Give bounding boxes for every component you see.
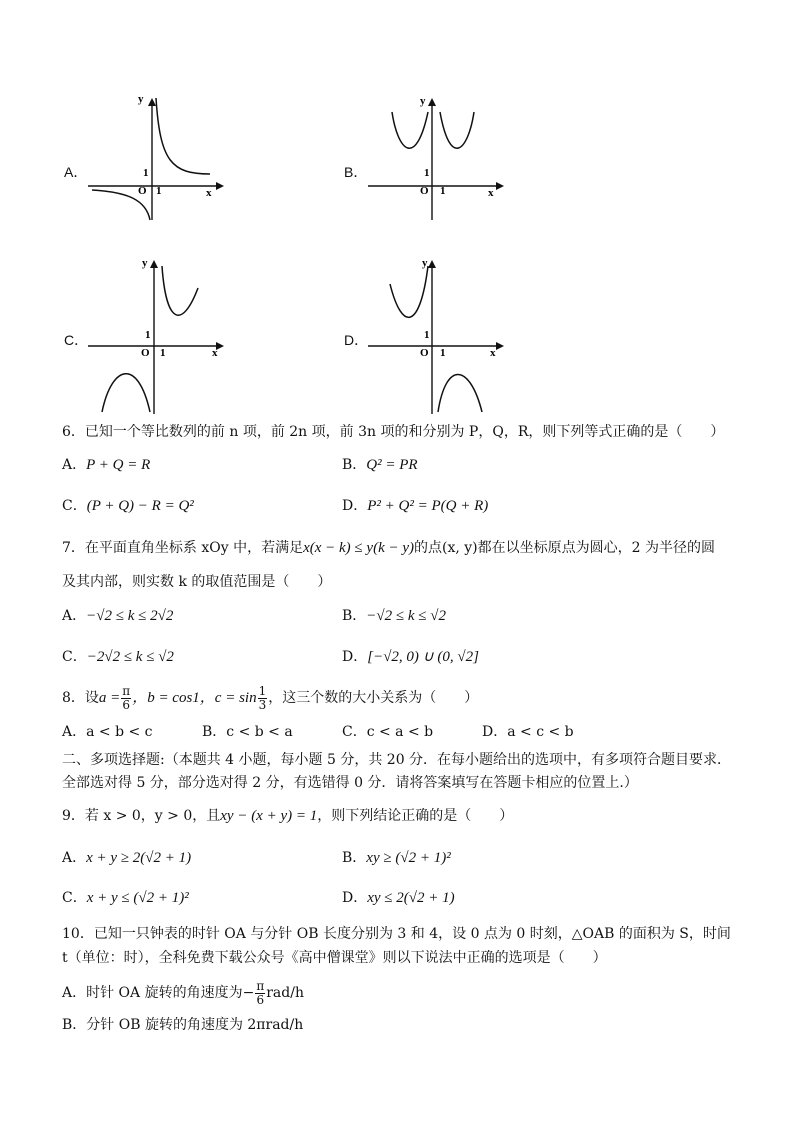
q9-option-b bbox=[342, 848, 451, 868]
q10-option-a-unit: rad/h bbox=[266, 985, 304, 1001]
q8-a-den: 6 bbox=[122, 697, 131, 712]
graph-d-one-x: 1 bbox=[440, 347, 446, 359]
q9-option-b-label: B． bbox=[342, 850, 367, 866]
q9-option-c-expr: x + y ≤ (√2 + 1)² bbox=[86, 890, 189, 906]
q10-option-a-text: A．时针 OA 旋转的角速度为 bbox=[62, 985, 243, 1001]
q8-option-a: A．a < b < c bbox=[62, 724, 153, 740]
q7-option-d-label: D． bbox=[342, 649, 368, 665]
graph-b bbox=[368, 92, 508, 222]
q7-option-b-expr: −√2 ≤ k ≤ √2 bbox=[366, 608, 447, 624]
q9-option-b-expr: xy ≥ (√2 + 1)² bbox=[366, 850, 451, 866]
graph-b-y-label: y bbox=[420, 95, 426, 107]
q6-option-b-label: B． bbox=[342, 457, 367, 473]
q7-condition: x(x − k) ≤ y(k − y) bbox=[303, 540, 414, 556]
q7-option-c bbox=[62, 647, 174, 667]
q8-a-fraction bbox=[121, 685, 131, 712]
q6-option-c-label: C． bbox=[62, 498, 87, 514]
q7-option-b bbox=[342, 606, 446, 626]
q9-option-c bbox=[62, 888, 189, 908]
graph-b-x-label: x bbox=[488, 187, 494, 199]
q7-option-a-label: A． bbox=[62, 608, 87, 624]
q8-a-num: π bbox=[122, 683, 131, 698]
q9-stem bbox=[62, 806, 513, 826]
section2-instructions: 二、多项选择题:（本题共 4 小题，每小题 5 分，共 20 分．在每小题给出的选项中，有多项符合题目要求．全部选对得 5 分，部分选对得 2 分，有选错得 0 分．请将答案填写在答题卡相应的位置上.） bbox=[62, 752, 732, 791]
q7-option-d bbox=[342, 647, 479, 667]
graph-a-origin: O bbox=[138, 185, 147, 197]
graph-c-origin: O bbox=[141, 347, 150, 359]
graph-d-one-y: 1 bbox=[424, 329, 430, 341]
graph-c-x-label: x bbox=[212, 347, 218, 359]
q8-c-fraction bbox=[258, 685, 268, 712]
q6-option-a-label: A． bbox=[62, 457, 87, 473]
q10-stem: 10．已知一只钟表的时针 OA 与分针 OB 长度分别为 3 和 4，设 0 点为 0 时刻，△OAB 的面积为 S，时间 t（单位：时），全科免费下载公众号《高中僧课堂》则以下说法中正确的选项是（ ） bbox=[62, 926, 731, 966]
q9-stem-a: 9．若 x > 0，y > 0，且 bbox=[62, 808, 221, 824]
q8-option-b: B．c < b < a bbox=[202, 724, 293, 740]
q9-option-d-expr: xy ≤ 2(√2 + 1) bbox=[367, 890, 455, 906]
q6-option-c bbox=[62, 496, 194, 516]
q8-option-c: C．c < a < b bbox=[342, 724, 434, 740]
q10-option-a-sign: − bbox=[242, 985, 255, 1001]
q8-stem-b: ，这三个数的大小关系为（ ） bbox=[268, 690, 479, 706]
graph-b-origin: O bbox=[420, 185, 429, 197]
graph-a bbox=[88, 92, 228, 222]
q7-option-a bbox=[62, 606, 173, 626]
q6-option-c-expr: (P + Q) − R = Q² bbox=[86, 498, 194, 514]
q7-option-b-label: B． bbox=[342, 608, 367, 624]
graph-d-y-label: y bbox=[422, 257, 428, 269]
q6-option-d bbox=[342, 496, 488, 516]
q6-option-d-label: D． bbox=[342, 498, 368, 514]
q9-condition: xy − (x + y) = 1 bbox=[220, 808, 318, 824]
q8-c-den: 3 bbox=[258, 697, 267, 712]
graph-c-one-y: 1 bbox=[145, 329, 151, 341]
q10-option-a bbox=[62, 978, 304, 1008]
q9-option-a bbox=[62, 848, 191, 868]
q9-option-d bbox=[342, 888, 455, 908]
q7-option-d-expr: [−√2, 0) ∪ (0, √2] bbox=[367, 649, 479, 665]
graph-a-one-y: 1 bbox=[143, 167, 149, 179]
q8-b: ，b = cos1，c = sin bbox=[132, 690, 257, 706]
q7-option-c-expr: −2√2 ≤ k ≤ √2 bbox=[86, 649, 174, 665]
option-d-label: D． bbox=[344, 332, 369, 348]
q9-stem-b: ，则下列结论正确的是（ ） bbox=[317, 808, 514, 824]
graph-d-origin: O bbox=[420, 347, 429, 359]
option-a-label: A． bbox=[64, 164, 88, 180]
q9-option-c-label: C． bbox=[62, 890, 87, 906]
q10-option-a-den: 6 bbox=[256, 992, 265, 1007]
q8-stem-a: 8．设 bbox=[62, 690, 99, 706]
q8-a-lhs: a = bbox=[98, 690, 121, 706]
q9-option-d-label: D． bbox=[342, 890, 368, 906]
graph-c-y-label: y bbox=[142, 257, 148, 269]
q7-stem-a: 7．在平面直角坐标系 xOy 中，若满足 bbox=[62, 540, 304, 556]
q7-option-a-expr: −√2 ≤ k ≤ 2√2 bbox=[86, 608, 174, 624]
q7-point: 的点(x, y) bbox=[414, 540, 478, 556]
q6-option-b bbox=[342, 455, 418, 475]
q6-option-a bbox=[62, 455, 150, 475]
graph-a-x-label: x bbox=[206, 187, 212, 199]
q6-option-b-expr: Q² = PR bbox=[366, 457, 418, 473]
graph-a-one-x: 1 bbox=[156, 185, 162, 197]
graph-b-one-y: 1 bbox=[424, 167, 430, 179]
graph-d bbox=[368, 254, 518, 416]
q7-stem-c: 及其内部，则实数 k 的取值范围是（ ） bbox=[62, 574, 332, 590]
q10-option-a-fraction bbox=[255, 980, 265, 1007]
q6-stem: 6．已知一个等比数列的前 n 项，前 2n 项，前 3n 项的和分别为 P，Q，R，则下列等式正确的是（ ） bbox=[62, 424, 725, 440]
q8-c-num: 1 bbox=[258, 683, 267, 698]
q10-option-b: B．分针 OB 旋转的角速度为 2πrad/h bbox=[62, 1017, 304, 1033]
graph-d-x-label: x bbox=[490, 347, 496, 359]
q6-option-d-expr: P² + Q² = P(Q + R) bbox=[367, 498, 489, 514]
option-b-label: B． bbox=[344, 164, 368, 180]
q6-option-a-expr: P + Q = R bbox=[86, 457, 151, 473]
graph-b-one-x: 1 bbox=[440, 185, 446, 197]
q9-option-a-expr: x + y ≥ 2(√2 + 1) bbox=[86, 850, 192, 866]
q7-stem-line1 bbox=[62, 538, 715, 558]
q8-option-d: D．a < c < b bbox=[482, 724, 574, 740]
q7-option-c-label: C． bbox=[62, 649, 87, 665]
option-c-label: C． bbox=[64, 332, 89, 348]
graph-a-y-label: y bbox=[138, 93, 144, 105]
graph-c-one-x: 1 bbox=[160, 347, 166, 359]
graph-c bbox=[88, 254, 238, 416]
q8-stem bbox=[62, 684, 478, 712]
q9-option-a-label: A． bbox=[62, 850, 87, 866]
q7-stem-b: 都在以坐标原点为圆心，2 为半径的圆 bbox=[477, 540, 715, 556]
q10-option-a-num: π bbox=[256, 978, 265, 993]
